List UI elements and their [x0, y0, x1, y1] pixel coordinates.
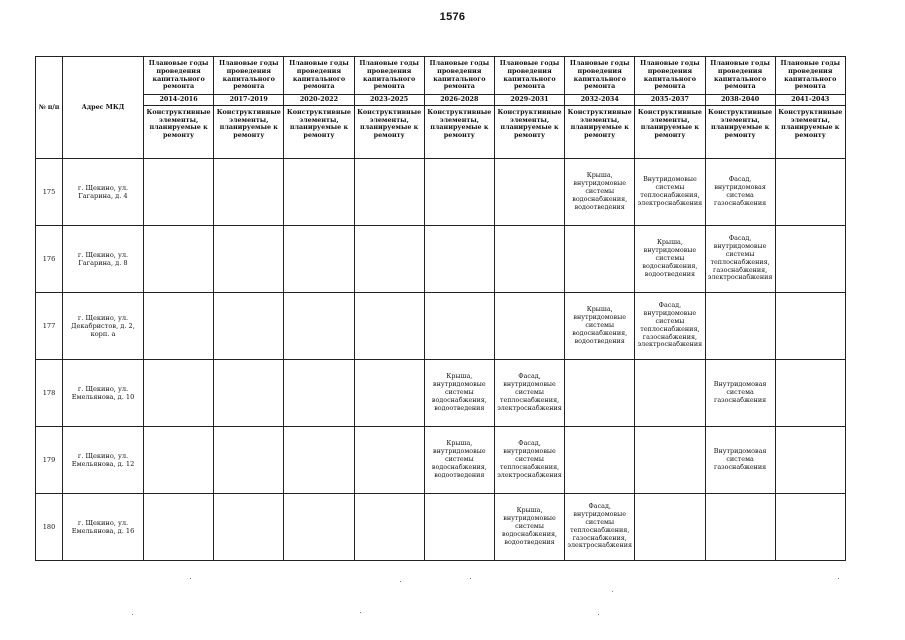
row-address: г. Щекино, ул. Емельянова, д. 12	[63, 426, 144, 493]
repair-elements-cell	[214, 359, 284, 426]
repair-elements-cell	[424, 493, 494, 560]
elements-header: Конструктивные элементы, планируемые к ремонту	[565, 105, 635, 158]
scan-speck	[360, 612, 361, 613]
repair-elements-cell	[494, 292, 564, 359]
table-row	[36, 493, 846, 560]
header-row-elements	[36, 105, 846, 158]
repair-elements-cell	[354, 225, 424, 292]
num-header: № п/п	[36, 57, 63, 159]
repair-elements-cell	[424, 292, 494, 359]
years-header: Плановые годы проведения капитального ремонта	[565, 57, 635, 95]
repair-elements-cell	[354, 158, 424, 225]
table-row	[36, 359, 846, 426]
repair-elements-cell: Крыша, внутридомовые системы водоснабжения, водоотведения	[565, 158, 635, 225]
repair-elements-cell	[775, 359, 845, 426]
period-header: 2017-2019	[214, 95, 284, 106]
repair-elements-cell	[144, 359, 214, 426]
repair-elements-cell	[284, 292, 354, 359]
header-row-years	[36, 57, 846, 95]
elements-header: Конструктивные элементы, планируемые к ремонту	[775, 105, 845, 158]
row-number: 179	[36, 426, 63, 493]
repair-elements-cell	[354, 493, 424, 560]
elements-header: Конструктивные элементы, планируемые к ремонту	[214, 105, 284, 158]
period-header: 2020-2022	[284, 95, 354, 106]
table-row	[36, 225, 846, 292]
row-number: 175	[36, 158, 63, 225]
years-header: Плановые годы проведения капитального ремонта	[635, 57, 705, 95]
repair-elements-cell: Крыша, внутридомовые системы водоснабжения, водоотведения	[565, 292, 635, 359]
header-row-periods	[36, 95, 846, 106]
row-address: г. Щекино, ул. Декабристов, д. 2, корп. а	[63, 292, 144, 359]
repair-elements-cell: Внутридомовые системы теплоснабжения, электроснабжения	[635, 158, 705, 225]
scan-speck	[400, 581, 401, 582]
row-address: г. Щекино, ул. Гагарина, д. 8	[63, 225, 144, 292]
repair-elements-cell: Крыша, внутридомовые системы водоснабжения, водоотведения	[424, 359, 494, 426]
row-number: 177	[36, 292, 63, 359]
repair-elements-cell	[214, 292, 284, 359]
repair-elements-cell	[494, 225, 564, 292]
page-number: 1576	[439, 11, 466, 23]
elements-header: Конструктивные элементы, планируемые к ремонту	[284, 105, 354, 158]
period-header: 2038-2040	[705, 95, 775, 106]
elements-header: Конструктивные элементы, планируемые к ремонту	[144, 105, 214, 158]
repair-elements-cell	[144, 493, 214, 560]
elements-header: Конструктивные элементы, планируемые к ремонту	[635, 105, 705, 158]
period-header: 2035-2037	[635, 95, 705, 106]
row-number: 178	[36, 359, 63, 426]
repair-elements-cell	[775, 493, 845, 560]
repair-elements-cell	[214, 493, 284, 560]
row-address: г. Щекино, ул. Емельянова, д. 10	[63, 359, 144, 426]
table-header	[36, 57, 846, 159]
table-row	[36, 292, 846, 359]
scan-speck	[190, 578, 191, 579]
scan-speck	[838, 578, 839, 579]
repair-elements-cell: Внутридомовая система газоснабжения	[705, 359, 775, 426]
repair-elements-cell	[424, 158, 494, 225]
repair-elements-cell	[354, 426, 424, 493]
repair-elements-cell: Внутридомовая система газоснабжения	[705, 426, 775, 493]
repair-elements-cell	[214, 225, 284, 292]
period-header: 2029-2031	[494, 95, 564, 106]
repair-elements-cell	[284, 493, 354, 560]
repair-elements-cell	[775, 158, 845, 225]
address-header: Адрес МКД	[63, 57, 144, 159]
repair-elements-cell	[424, 225, 494, 292]
repair-elements-cell: Фасад, внутридомовая система газоснабжения	[705, 158, 775, 225]
repair-elements-cell	[144, 225, 214, 292]
repair-elements-cell: Фасад, внутридомовые системы теплоснабжения, газоснабжения, электроснабжения	[565, 493, 635, 560]
repair-elements-cell	[354, 359, 424, 426]
elements-header: Конструктивные элементы, планируемые к ремонту	[424, 105, 494, 158]
years-header: Плановые годы проведения капитального ремонта	[144, 57, 214, 95]
table-row	[36, 426, 846, 493]
repair-elements-cell	[705, 292, 775, 359]
period-header: 2041-2043	[775, 95, 845, 106]
repair-elements-cell	[214, 426, 284, 493]
repair-elements-cell	[635, 493, 705, 560]
period-header: 2032-2034	[565, 95, 635, 106]
repair-elements-cell	[565, 225, 635, 292]
scan-speck	[132, 614, 133, 615]
repair-elements-cell	[354, 292, 424, 359]
years-header: Плановые годы проведения капитального ремонта	[705, 57, 775, 95]
table-row	[36, 158, 846, 225]
repair-elements-cell	[775, 225, 845, 292]
scan-speck	[470, 578, 471, 579]
row-address: г. Щекино, ул. Гагарина, д. 4	[63, 158, 144, 225]
table-body	[36, 158, 846, 560]
elements-header: Конструктивные элементы, планируемые к ремонту	[494, 105, 564, 158]
repair-elements-cell	[284, 426, 354, 493]
years-header: Плановые годы проведения капитального ремонта	[214, 57, 284, 95]
years-header: Плановые годы проведения капитального ремонта	[354, 57, 424, 95]
repair-elements-cell	[284, 359, 354, 426]
repair-elements-cell: Крыша, внутридомовые системы водоснабжения, водоотведения	[635, 225, 705, 292]
repair-elements-cell: Крыша, внутридомовые системы водоснабжения, водоотведения	[424, 426, 494, 493]
repair-elements-cell	[775, 426, 845, 493]
repair-elements-cell: Фасад, внутридомовые системы теплоснабжения, электроснабжения	[494, 426, 564, 493]
period-header: 2014-2016	[144, 95, 214, 106]
elements-header: Конструктивные элементы, планируемые к ремонту	[705, 105, 775, 158]
repair-elements-cell	[494, 158, 564, 225]
repair-elements-cell	[775, 292, 845, 359]
row-address: г. Щекино, ул. Емельянова, д. 16	[63, 493, 144, 560]
row-number: 180	[36, 493, 63, 560]
scan-speck	[598, 614, 599, 615]
repair-elements-cell	[635, 426, 705, 493]
scan-speck	[612, 591, 613, 592]
repair-elements-cell	[144, 292, 214, 359]
years-header: Плановые годы проведения капитального ремонта	[424, 57, 494, 95]
repair-elements-cell: Крыша, внутридомовые системы водоснабжения, водоотведения	[494, 493, 564, 560]
repair-elements-cell	[144, 158, 214, 225]
period-header: 2023-2025	[354, 95, 424, 106]
elements-header: Конструктивные элементы, планируемые к ремонту	[354, 105, 424, 158]
repair-elements-cell	[565, 359, 635, 426]
repair-elements-cell	[284, 225, 354, 292]
repair-elements-cell	[284, 158, 354, 225]
repair-elements-cell: Фасад, внутридомовые системы теплоснабжения, газоснабжения, электроснабжения	[705, 225, 775, 292]
years-header: Плановые годы проведения капитального ремонта	[284, 57, 354, 95]
row-number: 176	[36, 225, 63, 292]
years-header: Плановые годы проведения капитального ремонта	[775, 57, 845, 95]
capital-repair-table	[35, 56, 846, 561]
repair-elements-cell	[635, 359, 705, 426]
repair-elements-cell	[705, 493, 775, 560]
years-header: Плановые годы проведения капитального ремонта	[494, 57, 564, 95]
period-header: 2026-2028	[424, 95, 494, 106]
repair-elements-cell: Фасад, внутридомовые системы теплоснабжения, газоснабжения, электроснабжения	[635, 292, 705, 359]
repair-elements-cell	[144, 426, 214, 493]
repair-elements-cell	[214, 158, 284, 225]
repair-elements-cell	[565, 426, 635, 493]
repair-elements-cell: Фасад, внутридомовые системы теплоснабжения, электроснабжения	[494, 359, 564, 426]
